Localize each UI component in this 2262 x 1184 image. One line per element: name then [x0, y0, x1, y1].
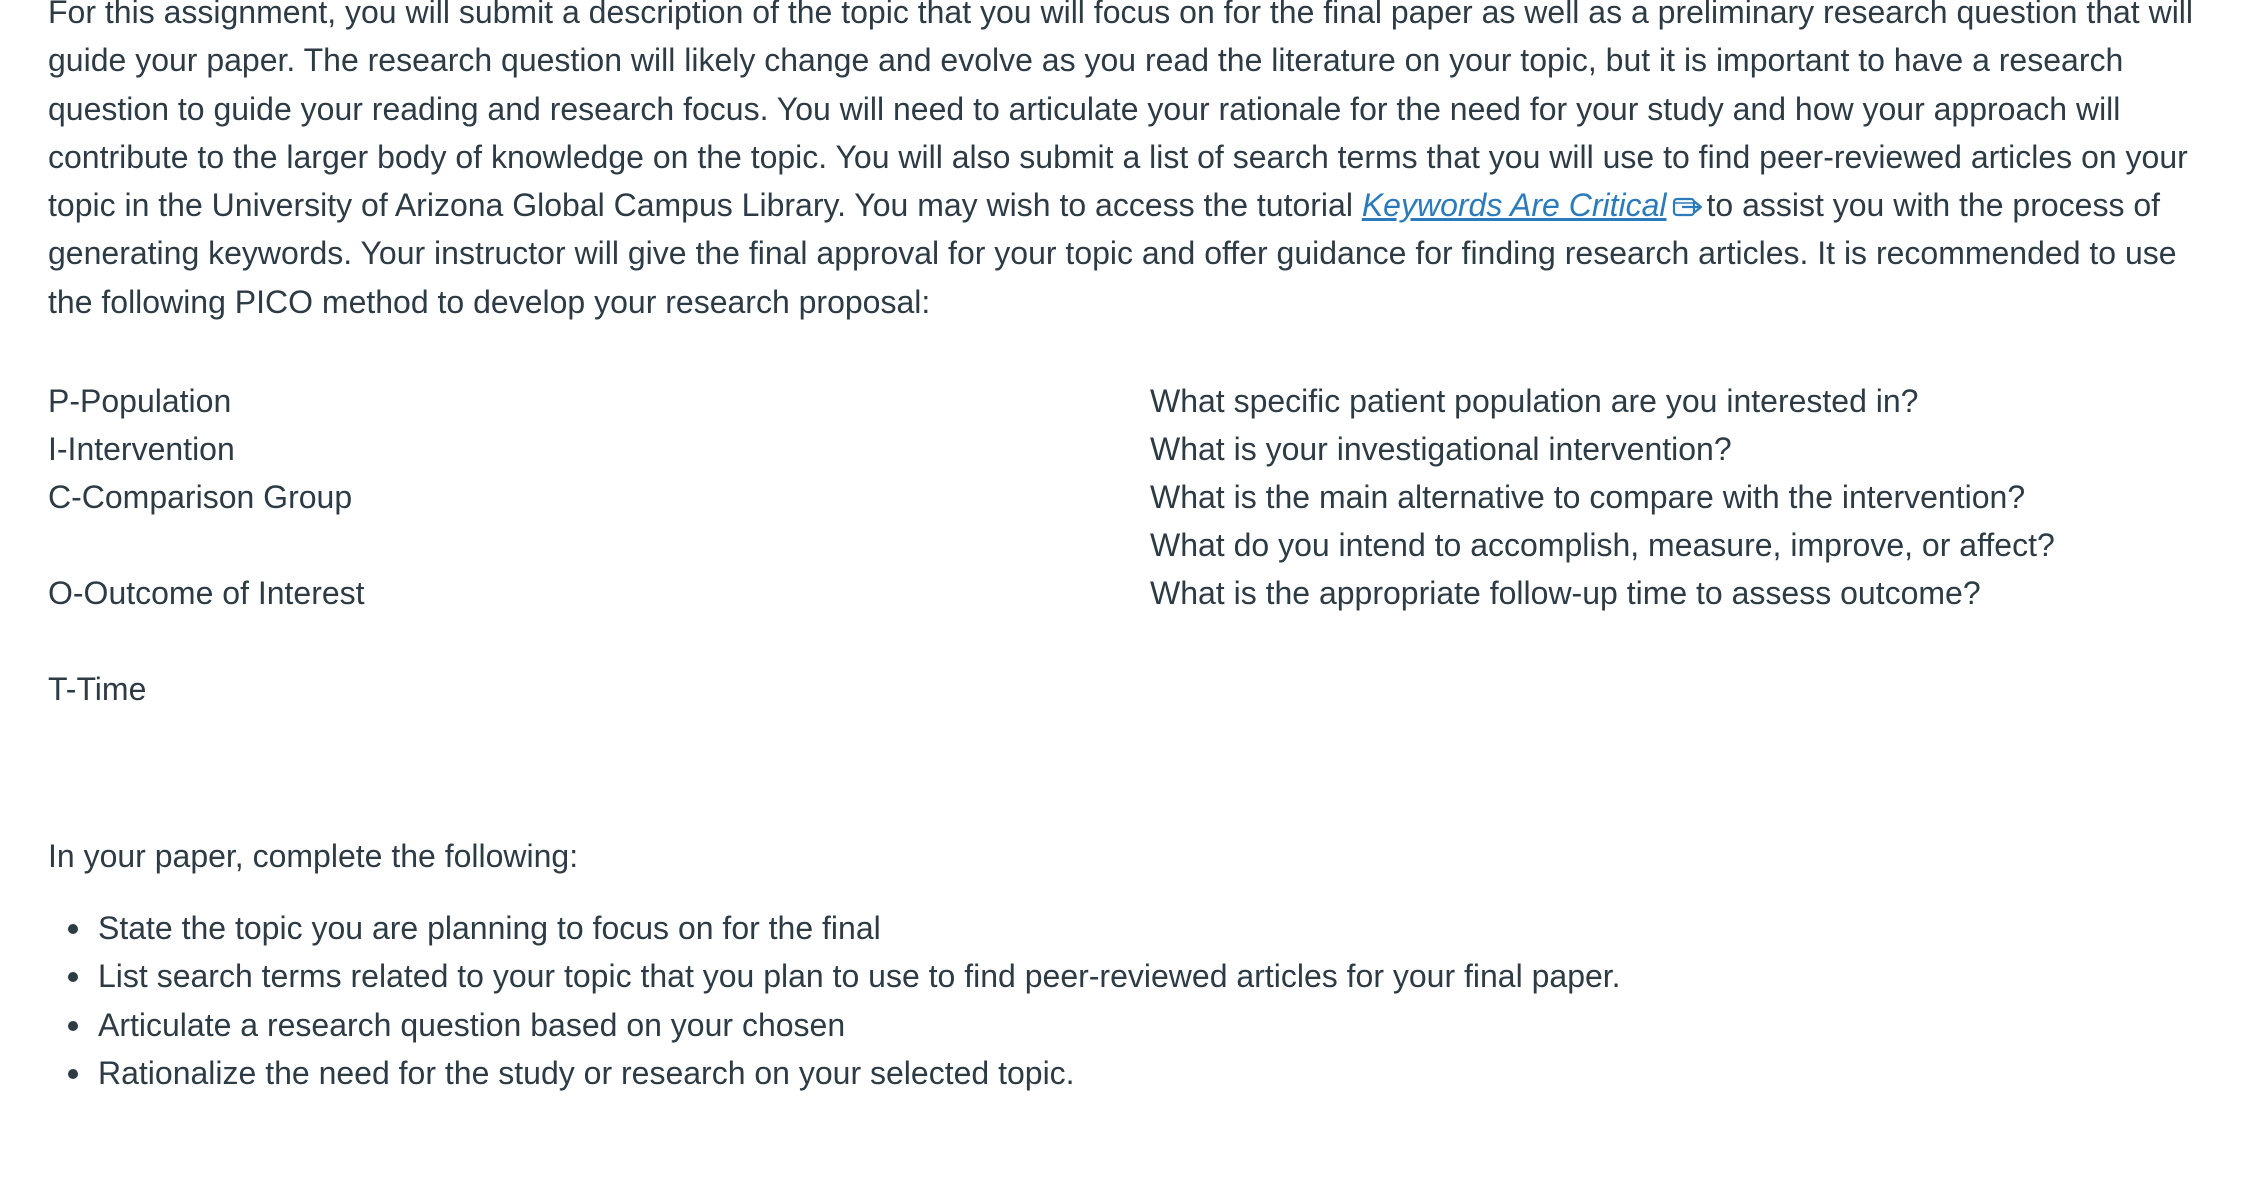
pico-question-comparison: What is the main alternative to compare with the intervention? [1150, 479, 2026, 515]
list-item: State the topic you are planning to focus on for the final [48, 904, 1621, 952]
pico-question-time: What is the appropriate follow-up time to assess outcome? [1150, 575, 1981, 611]
pico-row-time [48, 665, 2228, 713]
pico-label-population: P-Population [48, 383, 232, 419]
instructions-list [48, 904, 1621, 1097]
list-item: Articulate a research question based on your chosen [48, 1001, 1621, 1049]
pico-label-outcome: O-Outcome of Interest [48, 575, 365, 611]
pico-question-population: What specific patient population are you interested in? [1150, 383, 1919, 419]
assignment-intro-paragraph [48, 0, 2228, 326]
list-item: List search terms related to your topic that you plan to use to find peer-reviewed articles for your final paper. [48, 952, 1621, 1000]
keywords-are-critical-link[interactable]: Keywords Are Critical [1361, 187, 1667, 224]
pico-row-outcome [48, 569, 2228, 617]
pico-label-time: T-Time [48, 671, 147, 707]
intro-text-before-link: For this assignment, you will submit a description of the topic that you will focus on for the final paper as well as a preliminary research question that will guide your paper. The research question will likely change and evolve as you read the literature on your topic, but it is important to have a research question to guide your reading and research focus. You will need to articulate your rationale for the need for your study and how your approach will contribute to the larger body of knowledge on the topic. You will also submit a list of search terms that you will use to find peer-reviewed articles on your topic in the University of Arizona Global Campus Library. You may wish to access the tutorial [48, 0, 2194, 224]
pico-question-accomplish: What do you intend to accomplish, measure, improve, or affect? [1150, 527, 2055, 563]
list-item: Rationalize the need for the study or research on your selected topic. [48, 1049, 1621, 1097]
pico-row-population [48, 377, 2228, 425]
instructions-heading: In your paper, complete the following: [48, 838, 579, 874]
pico-label-intervention: I-Intervention [48, 431, 235, 467]
pico-label-comparison: C-Comparison Group [48, 479, 353, 515]
pico-row-accomplish [48, 521, 2228, 569]
intro-text-after-link: to assist you with the process of generating keywords. Your instructor will give the final approval for your topic and offer guidance for finding research articles. It is recommended to use the following PICO method to develop your research proposal: [48, 187, 2177, 320]
external-link-icon[interactable] [1672, 194, 1706, 220]
pico-question-intervention: What is your investigational intervention? [1150, 431, 1732, 467]
pico-row-intervention [48, 425, 2228, 473]
pico-row-comparison [48, 473, 2228, 521]
